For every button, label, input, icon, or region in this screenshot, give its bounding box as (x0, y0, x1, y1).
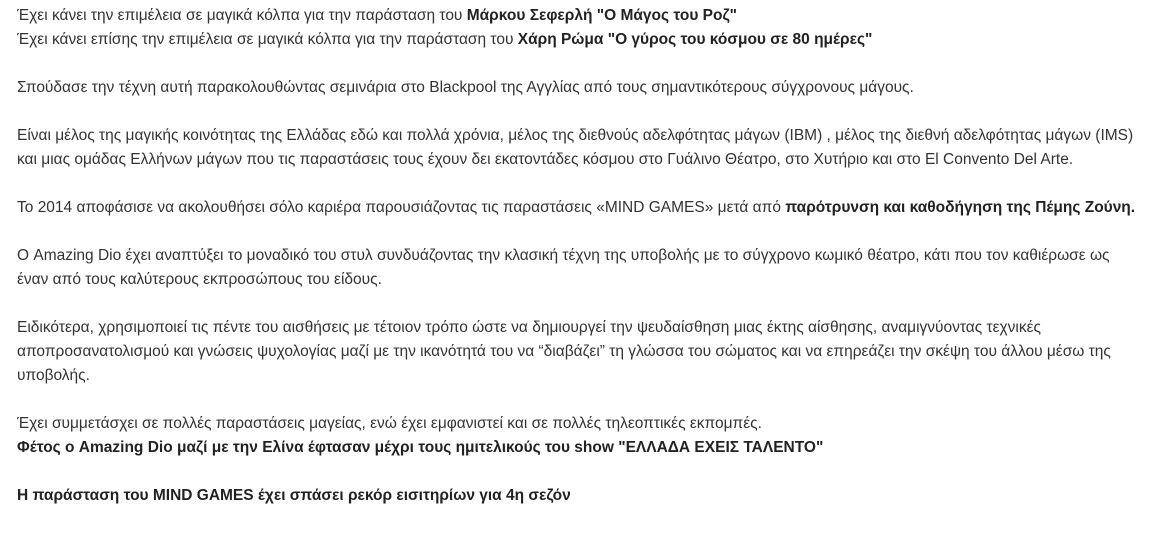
paragraph-show-credits (17, 4, 1145, 52)
solo-career-bold: παρότρυνση και καθοδήγηση της Πέμης Ζούνη. (785, 199, 1136, 216)
credit-romas-text: Έχει κάνει επίσης την επιμέλεια σε μαγικά κόλπα για την παράσταση του (17, 31, 518, 48)
credit-seferlis-text: Έχει κάνει την επιμέλεια σε μαγικά κόλπα για την παράσταση του (17, 7, 467, 24)
paragraph-memberships: Είναι μέλος της μαγικής κοινότητας της Ελλάδας εδώ και πολλά χρόνια, μέλος της διεθνούς αδελφότητας μάγων (IBM) , μέλος της διεθνή αδελφότητας μάγων (IMS) και μιας ομάδας Ελλήνων μάγων που τις παραστάσεις τους έχουν δει εκατοντάδες κόσμου στο Γυάλινο Θέατρο, στο Χυτήριο και στο El Convento Del Arte. (17, 127, 1134, 168)
paragraph-record (17, 484, 1145, 508)
paragraph-style: Ο Amazing Dio έχει αναπτύξει το μοναδικό του στυλ συνδυάζοντας την κλασική τέχνη της υποβολής με το σύγχρονο κωμικό θέατρο, κάτι που τον καθιέρωσε ως έναν από τους καλύτερους εκπροσώπους του είδους. (17, 247, 1110, 288)
credit-seferlis-show: Μάρκου Σεφερλή "Ο Μάγος του Ροζ" (466, 7, 737, 24)
solo-career-text: Το 2014 αποφάσισε να ακολουθήσει σόλο καριέρα παρουσιάζοντας τις παραστάσεις «MIND GAMES» μετά από (17, 199, 786, 216)
record-highlight: Η παράσταση του MIND GAMES έχει σπάσει ρεκόρ εισιτηρίων για 4η σεζόν (17, 487, 571, 504)
paragraph-studies: Σπούδασε την τέχνη αυτή παρακολουθώντας σεμινάρια στο Blackpool της Αγγλίας από τους σημαντικότερους σύγχρονους μάγους. (17, 79, 914, 96)
paragraph-technique: Ειδικότερα, χρησιμοποιεί τις πέντε του αισθήσεις με τέτοιον τρόπο ώστε να δημιουργεί την ψευδαίσθηση μιας έκτης αίσθησης, αναμιγνύοντας τεχνικές αποπροσανατολισμού και γνώσεις ψυχολογίας μαζί με την ικανότητά του να “διαβάζει” τη γλώσσα του σώματος και να επηρεάζει την σκέψη του άλλου μέσω της υποβολής. (17, 319, 1111, 384)
paragraph-solo-career (17, 196, 1145, 220)
credit-romas-show: Χάρη Ρώμα "Ο γύρος του κόσμου σε 80 ημέρες" (517, 31, 873, 48)
paragraph-appearances (17, 412, 1145, 460)
appearances-text: Έχει συμμετάσχει σε πολλές παραστάσεις μαγείας, ενώ έχει εμφανιστεί και σε πολλές τηλεοπτικές εκπομπές. (17, 415, 762, 432)
talent-show-highlight: Φέτος ο Amazing Dio μαζί με την Ελίνα έφτασαν μέχρι τους ημιτελικούς του show "ΕΛΛΑΔΑ ΕΧΕΙΣ ΤΑΛΕΝΤΟ" (17, 439, 824, 456)
